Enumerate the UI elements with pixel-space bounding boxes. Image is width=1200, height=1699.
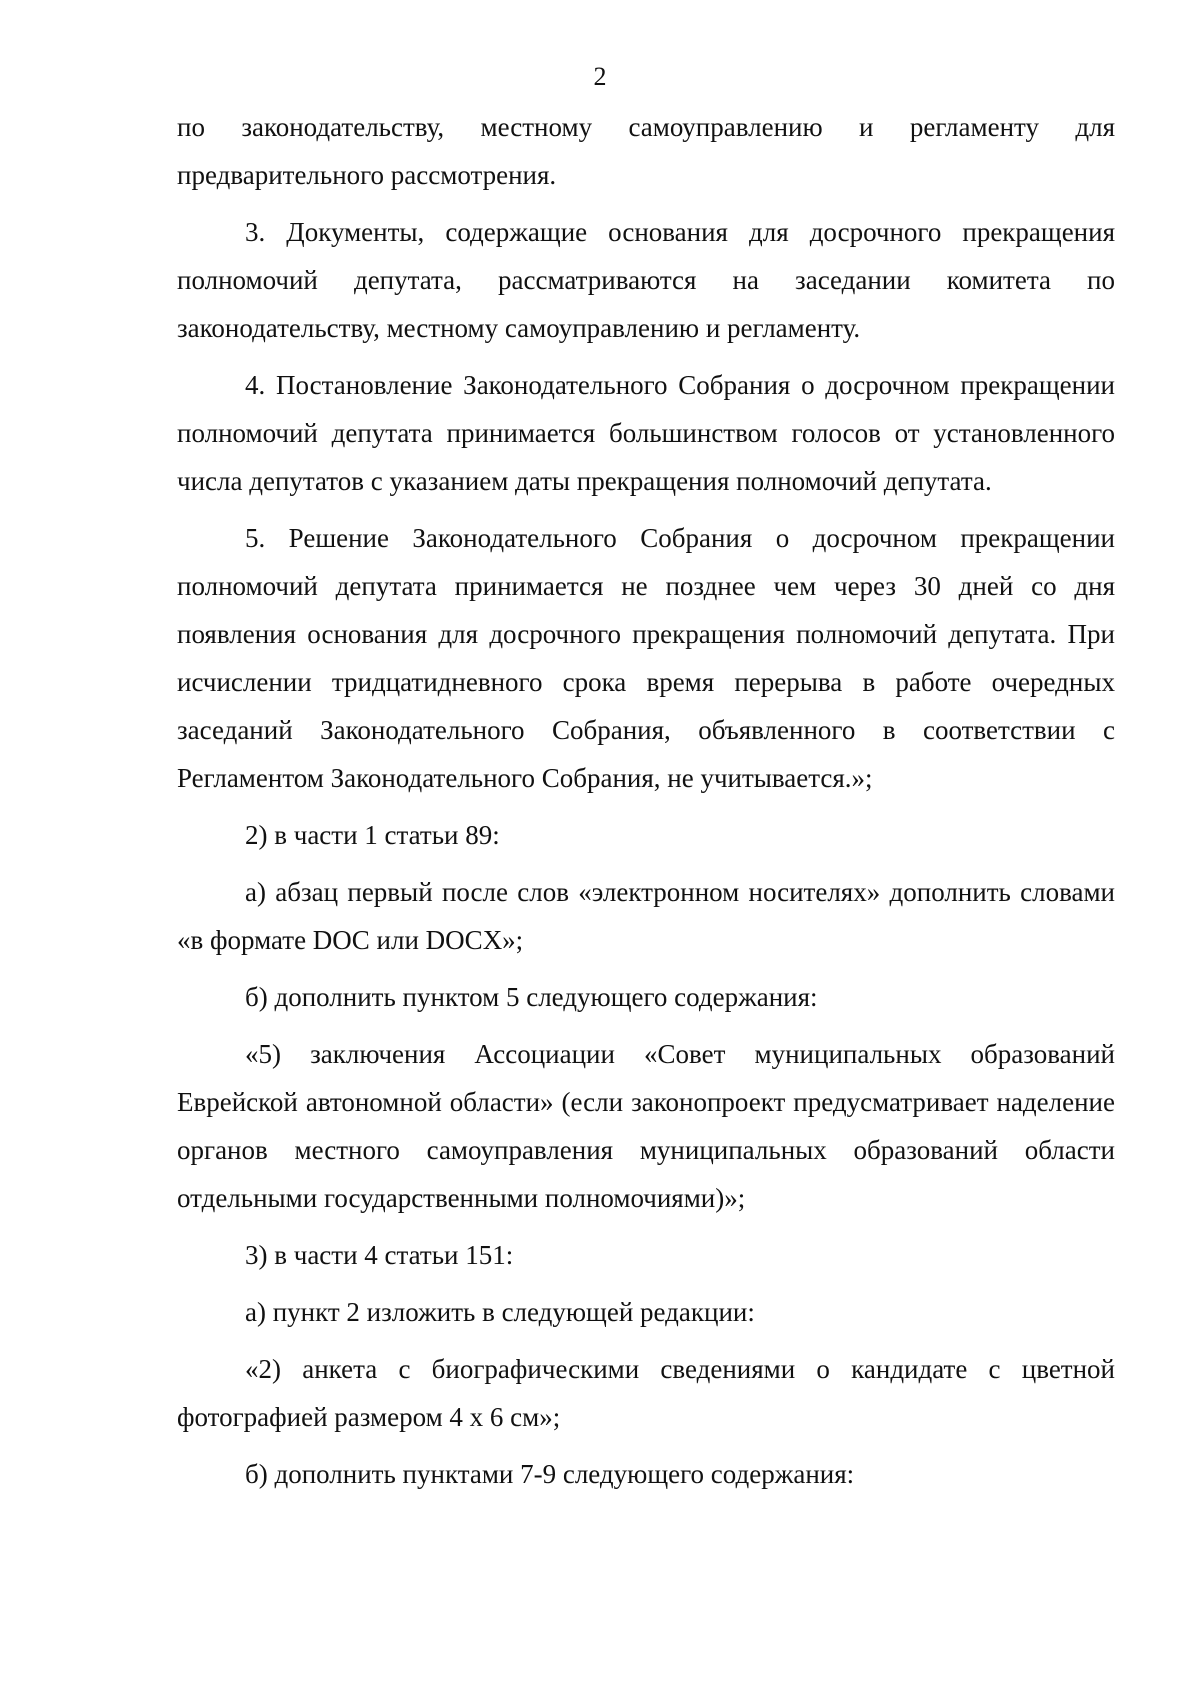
paragraph-quoted-item-2: «2) анкета с биографическими сведениями о кандидате с цветной фотографией размером 4 х 6 см»;	[177, 1354, 1115, 1432]
paragraph-quoted-item-5: «5) заключения Ассоциации «Совет муниципальных образований Еврейской автономной области» (если законопроект предусматривает наделение органов местного самоуправления муниципальных образований области отдельными государственными полномочиями)»;	[177, 1039, 1115, 1213]
paragraph-continuation: по законодательству, местному самоуправлению и регламенту для предварительного рассмотрения.	[177, 112, 1115, 190]
page-number: 2	[593, 62, 607, 91]
paragraph-amendment-2: 2) в части 1 статьи 89:	[245, 820, 500, 850]
paragraph-amendment-2b: б) дополнить пунктом 5 следующего содержания:	[245, 982, 818, 1012]
paragraph-amendment-2a: а) абзац первый после слов «электронном носителях» дополнить словами «в формате DOC или DOCX»;	[177, 877, 1115, 955]
document-body	[177, 103, 1115, 1498]
paragraph-item-3: 3. Документы, содержащие основания для досрочного прекращения полномочий депутата, рассматриваются на заседании комитета по законодательству, местному самоуправлению и регламенту.	[177, 217, 1115, 343]
paragraph-amendment-3: 3) в части 4 статьи 151:	[245, 1240, 514, 1270]
paragraph-item-4: 4. Постановление Законодательного Собрания о досрочном прекращении полномочий депутата принимается большинством голосов от установленного числа депутатов с указанием даты прекращения полномочий депутата.	[177, 370, 1115, 496]
paragraph-amendment-3a: а) пункт 2 изложить в следующей редакции:	[245, 1297, 755, 1327]
paragraph-amendment-3b: б) дополнить пунктами 7-9 следующего содержания:	[245, 1459, 855, 1489]
paragraph-item-5: 5. Решение Законодательного Собрания о досрочном прекращении полномочий депутата принимается не позднее чем через 30 дней со дня появления основания для досрочного прекращения полномочий депутата. При исчислении тридцатидневного срока время перерыва в работе очередных заседаний Законодательного Собрания, объявленного в соответствии с Регламентом Законодательного Собрания, не учитывается.»;	[177, 523, 1115, 793]
